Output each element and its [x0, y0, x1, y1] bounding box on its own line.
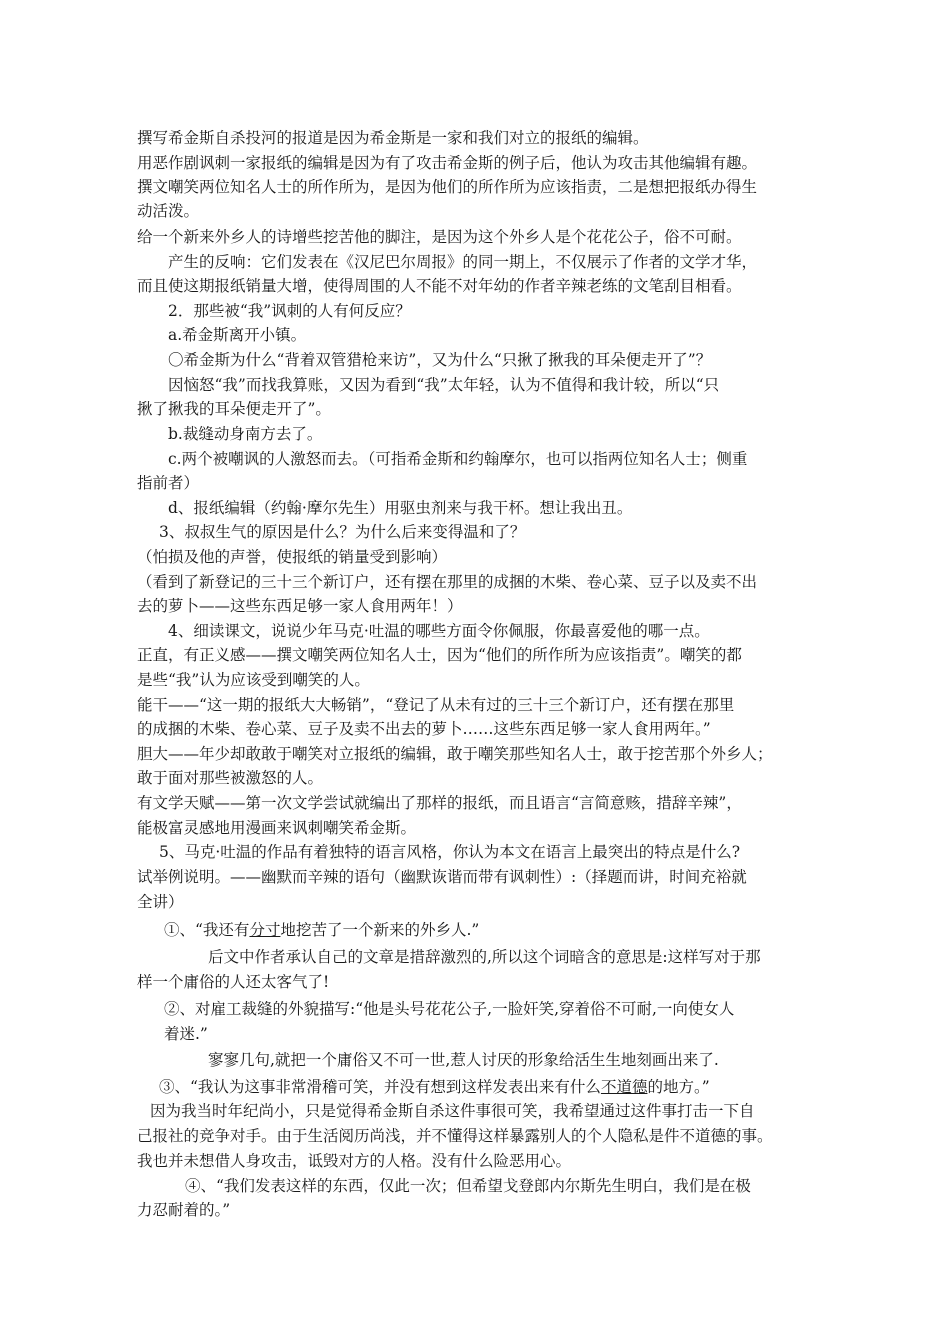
text-line: 是些“我”认为应该受到嘲笑的人。	[137, 671, 370, 689]
text-line: 正直，有正义感——撰文嘲笑两位知名人士，因为“他们的所作所为应该指责”。嘲笑的都	[137, 646, 742, 664]
example-line: ④、“我们发表这样的东西，仅此一次；但希望戈登郎内尔斯先生明白，我们是在极	[185, 1177, 751, 1195]
text-fragment: 地挖苦了一个新来的外乡人.”	[280, 921, 480, 939]
question-heading: 3、叔叔生气的原因是什么？为什么后来变得温和了？	[159, 523, 526, 541]
text-line: a.希金斯离开小镇。	[168, 326, 307, 344]
text-line: 指前者）	[137, 474, 200, 492]
text-line: c.两个被嘲讽的人激怒而去。（可指希金斯和约翰摩尔，也可以指两位知名人士；侧重	[168, 450, 748, 468]
text-line: d、报纸编辑（约翰·摩尔先生）用驱虫剂来与我干杯。想让我出丑。	[168, 499, 633, 517]
text-line: 撰写希金斯自杀投河的报道是因为希金斯是一家和我们对立的报纸的编辑。	[137, 129, 649, 147]
text-line: 给一个新来外乡人的诗增些挖苦他的脚注，是因为这个外乡人是个花花公子，俗不可耐。	[137, 228, 742, 246]
text-line: 胆大——年少却敢敢于嘲笑对立报纸的编辑，敢于嘲笑那些知名人士，敢于挖苦那个外乡人；	[137, 745, 773, 763]
text-line: 揪了揪我的耳朵便走开了”。	[137, 400, 331, 418]
question-heading: 4、细读课文，说说少年马克·吐温的哪些方面令你佩服，你最喜爱他的哪一点。	[168, 622, 710, 640]
question-heading: 2．那些被“我”讽刺的人有何反应？	[168, 302, 411, 320]
text-line: 己报社的竞争对手。由于生活阅历尚浅，并不懂得这样暴露别人的个人隐私是件不道德的事。	[137, 1127, 773, 1145]
example-line: ②、对雇工裁缝的外貌描写:“他是头号花花公子,一脸奸笑,穿着俗不可耐,一向使女人	[164, 1000, 735, 1018]
text-fragment: 的地方。”	[647, 1078, 710, 1096]
text-line: 因为我当时年纪尚小，只是觉得希金斯自杀这件事很可笑，我希望通过这件事打击一下自	[150, 1102, 755, 1120]
text-line: 的成捆的木柴、卷心菜、豆子及卖不出去的萝卜……这些东西足够一家人食用两年。”	[137, 720, 711, 738]
text-fragment: ③、“我认为这事非常滑稽可笑，并没有想到这样发表出来有什么	[159, 1078, 601, 1096]
text-line: （看到了新登记的三十三个新订户，还有摆在那里的成捆的木柴、卷心菜、豆子以及卖不出	[137, 573, 758, 591]
text-line: 因恼怒“我”而找我算账，又因为看到“我”太年轻，认为不值得和我计较，所以“只	[168, 376, 720, 394]
text-line: 全讲）	[137, 893, 184, 911]
text-line: 试举例说明。——幽默而辛辣的语句（幽默诙谐而带有讽刺性）:（择题而讲，时间充裕就	[137, 868, 747, 886]
text-line: 能极富灵感地用漫画来讽刺嘲笑希金斯。	[137, 819, 417, 837]
text-line: 用恶作剧讽刺一家报纸的编辑是因为有了攻击希金斯的例子后，他认为攻击其他编辑有趣。	[137, 154, 758, 172]
text-line: 动活泼。	[137, 202, 200, 220]
text-line: 样一个庸俗的人还太客气了!	[137, 973, 330, 991]
underlined-term: 不道德	[600, 1078, 648, 1096]
text-line: 能干——“这一期的报纸大大畅销”，“登记了从未有过的三十三个新订户，还有摆在那里	[137, 696, 735, 714]
text-line: 寥寥几句,就把一个庸俗又不可一世,惹人讨厌的形象给活生生地刻画出来了.	[208, 1051, 719, 1069]
text-line: 有文学天赋——第一次文学尝试就编出了那样的报纸，而且语言“言简意赅，措辞辛辣”，	[137, 794, 742, 812]
example-line	[159, 1075, 839, 1099]
question-heading: 5、马克·吐温的作品有着独特的语言风格，你认为本文在语言上最突出的特点是什么?	[159, 843, 741, 861]
text-line: 产生的反响：它们发表在《汉尼巴尔周报》的同一期上，不仅展示了作者的文学才华，	[168, 253, 758, 271]
text-line: 着迷.”	[164, 1025, 208, 1043]
text-line: （怕损及他的声誉，使报纸的销量受到影响）	[137, 548, 448, 566]
text-line: 去的萝卜——这些东西足够一家人食用两年！）	[137, 597, 463, 615]
text-line: 力忍耐着的。”	[137, 1201, 231, 1219]
example-line	[164, 918, 844, 942]
text-line: 敢于面对那些被激怒的人。	[137, 769, 324, 787]
text-line: 后文中作者承认自己的文章是措辞激烈的,所以这个词暗含的意思是:这样写对于那	[208, 948, 761, 966]
text-line: 而且使这期报纸销量大增，使得周围的人不能不对年幼的作者辛辣老练的文笔刮目相看。	[137, 277, 742, 295]
text-line: 撰文嘲笑两位知名人士的所作所为，是因为他们的所作所为应该指责，二是想把报纸办得生	[137, 178, 758, 196]
text-line: b.裁缝动身南方去了。	[168, 425, 323, 443]
text-line: 〇希金斯为什么“背着双管猎枪来访”，又为什么“只揪了揪我的耳朵便走开了”？	[168, 351, 712, 369]
text-fragment: ①、“我还有	[164, 921, 250, 939]
underlined-term: 分寸	[249, 921, 281, 939]
text-line: 我也并未想借人身攻击，诋毁对方的人格。没有什么险恶用心。	[137, 1152, 572, 1170]
